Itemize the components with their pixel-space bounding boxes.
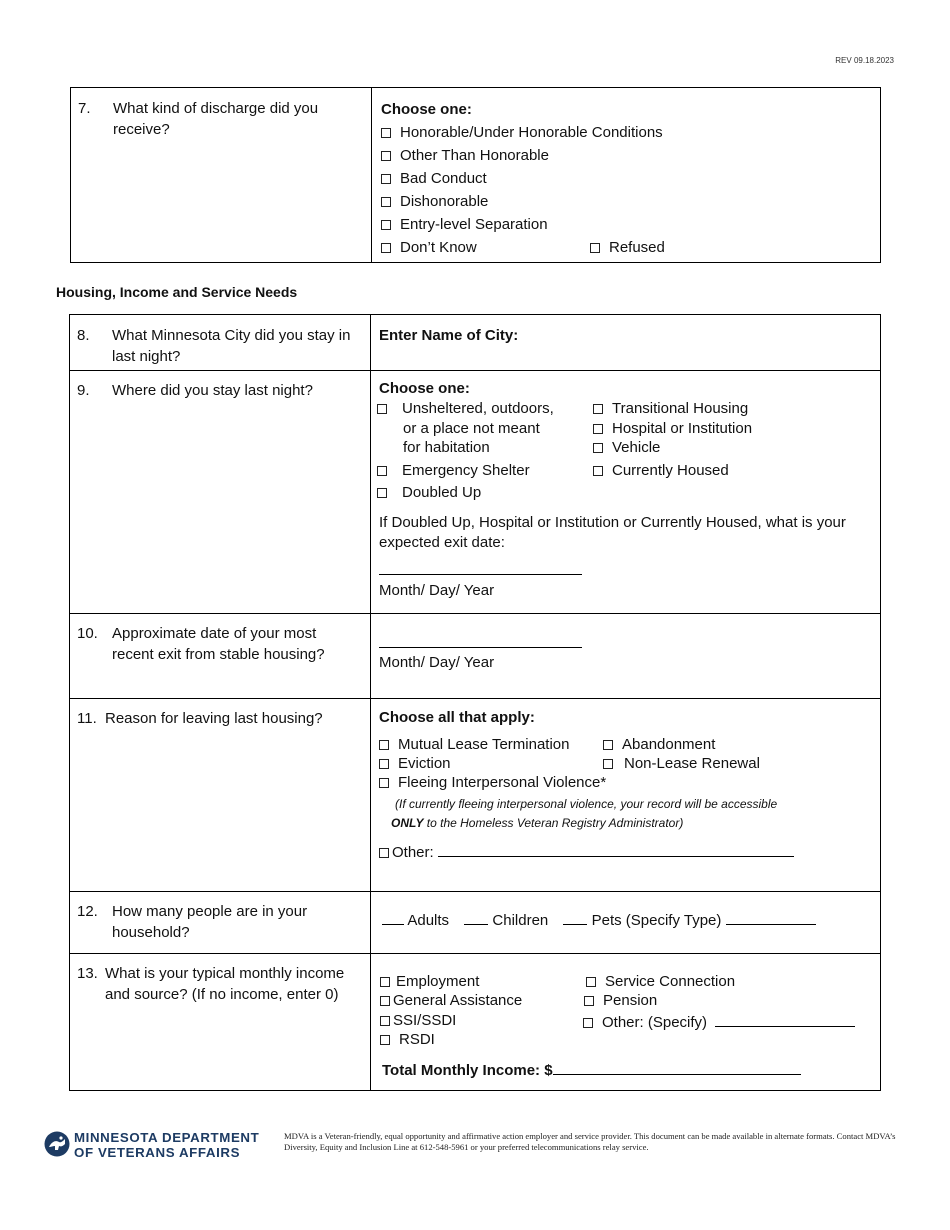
checkbox-icon[interactable] — [603, 740, 613, 750]
q12-number: 12. — [77, 903, 98, 920]
checkbox-icon[interactable] — [593, 466, 603, 476]
q13-text: What is your typical monthly income and source? (If no income, enter 0) — [105, 965, 345, 1003]
q10-date-label: Month/ Day/ Year — [379, 654, 495, 671]
q9-option-housed[interactable]: Currently Housed — [593, 461, 752, 481]
checkbox-icon[interactable] — [586, 977, 596, 987]
pets-type-line[interactable] — [726, 909, 816, 925]
q13-number: 13. — [77, 965, 98, 982]
children-line[interactable] — [464, 909, 488, 925]
checkbox-icon[interactable] — [379, 848, 389, 858]
checkbox-icon[interactable] — [381, 220, 391, 230]
revision-label: REV 09.18.2023 — [835, 56, 894, 65]
q11-number: 11. — [77, 710, 97, 727]
pets-line[interactable] — [563, 909, 587, 925]
q9-question — [70, 371, 371, 614]
checkbox-icon[interactable] — [380, 1035, 390, 1045]
q9-answer — [371, 371, 881, 614]
q13-option-rsdi[interactable]: RSDI — [380, 1030, 522, 1049]
checkbox-icon[interactable] — [603, 759, 613, 769]
checkbox-icon[interactable] — [377, 488, 387, 498]
q9-option-unsheltered[interactable]: Unsheltered, outdoors, or a place not meant for habitation — [377, 399, 554, 458]
q8-number: 8. — [77, 327, 90, 344]
q11-note-line1: (If currently fleeing interpersonal violence, your record will be accessible — [395, 797, 778, 811]
q7-option-dishonorable[interactable]: Dishonorable — [381, 190, 872, 213]
checkbox-icon[interactable] — [593, 404, 603, 414]
q9-option-hospital[interactable]: Hospital or Institution — [593, 419, 752, 439]
q13-option-other[interactable]: Other: (Specify) — [583, 1011, 855, 1032]
q9-option-vehicle[interactable]: Vehicle — [593, 438, 752, 458]
q7-number: 7. — [78, 100, 91, 117]
q11-option-other[interactable]: Other: — [379, 841, 794, 862]
checkbox-icon[interactable] — [381, 151, 391, 161]
q13-answer — [371, 954, 881, 1091]
q7-option-other-than-honorable[interactable]: Other Than Honorable — [381, 144, 872, 167]
checkbox-icon[interactable] — [380, 1016, 390, 1026]
section-title: Housing, Income and Service Needs — [56, 284, 298, 300]
q12-question — [70, 892, 371, 954]
checkbox-icon[interactable] — [377, 404, 387, 414]
q11-note-line2: ONLY to the Homeless Veteran Registry Administrator) — [391, 816, 684, 830]
q9-date-label: Month/ Day/ Year — [379, 581, 495, 599]
q13-option-service[interactable]: Service Connection — [583, 972, 855, 991]
q11-option-abandonment[interactable]: Abandonment — [603, 735, 760, 754]
q13-option-employment[interactable]: Employment — [380, 972, 522, 991]
adults-label: Adults — [407, 912, 450, 929]
checkbox-icon[interactable] — [379, 778, 389, 788]
checkbox-icon[interactable] — [593, 424, 603, 434]
q9-number: 9. — [77, 382, 90, 399]
total-income: Total Monthly Income: $ — [382, 1059, 801, 1080]
checkbox-icon[interactable] — [379, 740, 389, 750]
q9-option-doubled[interactable]: Doubled Up — [377, 483, 554, 503]
q8-text: What Minnesota City did you stay in last night? — [112, 327, 351, 365]
checkbox-icon[interactable] — [590, 243, 600, 253]
q9-choose-label: Choose one: — [379, 380, 470, 397]
q11-option-fleeing[interactable]: Fleeing Interpersonal Violence* — [379, 773, 606, 792]
checkbox-icon[interactable] — [584, 996, 594, 1006]
q12-text: How many people are in your household? — [112, 903, 308, 941]
mdva-logo-text: MINNESOTA DEPARTMENT OF VETERANS AFFAIRS — [74, 1130, 260, 1160]
housing-table — [69, 314, 881, 1091]
q10-answer — [371, 614, 881, 699]
q11-option-nonlease[interactable]: Non-Lease Renewal — [603, 754, 760, 773]
children-label: Children — [492, 912, 549, 929]
q7-question — [71, 88, 372, 263]
pets-label: Pets (Specify Type) — [591, 912, 722, 929]
q11-other-line[interactable] — [438, 841, 794, 857]
q9-exit-date-line[interactable] — [379, 568, 582, 575]
checkbox-icon[interactable] — [583, 1018, 593, 1028]
q13-question — [70, 954, 371, 1091]
checkbox-icon[interactable] — [380, 996, 390, 1006]
q12-answer — [371, 892, 881, 954]
q7-answer — [372, 88, 881, 263]
discharge-table — [70, 87, 881, 263]
checkbox-icon[interactable] — [380, 977, 390, 987]
total-income-line[interactable] — [553, 1059, 801, 1075]
mdva-logo-icon — [44, 1131, 70, 1157]
q7-choose-label: Choose one: — [381, 101, 472, 118]
q13-option-ssi[interactable]: SSI/SSDI — [380, 1011, 522, 1030]
q7-option-refused[interactable]: Refused — [590, 236, 665, 259]
adults-line[interactable] — [382, 909, 404, 925]
q11-question — [70, 699, 371, 892]
q11-option-mutual[interactable]: Mutual Lease Termination — [379, 735, 606, 754]
q7-option-honorable[interactable]: Honorable/Under Honorable Conditions — [381, 121, 872, 144]
q8-answer[interactable] — [371, 315, 881, 371]
checkbox-icon[interactable] — [379, 759, 389, 769]
q7-option-entry-level[interactable]: Entry-level Separation — [381, 213, 872, 236]
checkbox-icon[interactable] — [381, 243, 391, 253]
q7-option-dont-know[interactable]: Don’t Know — [381, 239, 477, 256]
checkbox-icon[interactable] — [381, 128, 391, 138]
q10-text: Approximate date of your most recent exit from stable housing? — [112, 625, 325, 663]
q10-question — [70, 614, 371, 699]
q9-option-transitional[interactable]: Transitional Housing — [593, 399, 752, 419]
q10-date-line[interactable] — [379, 641, 582, 648]
checkbox-icon[interactable] — [381, 197, 391, 207]
q13-option-general[interactable]: General Assistance — [380, 991, 522, 1010]
q11-answer — [371, 699, 881, 892]
q7-option-bad-conduct[interactable]: Bad Conduct — [381, 167, 872, 190]
city-prompt: Enter Name of City: — [379, 327, 519, 344]
q7-text: What kind of discharge did you receive? — [113, 100, 319, 138]
checkbox-icon[interactable] — [377, 466, 387, 476]
q10-number: 10. — [77, 625, 98, 642]
checkbox-icon[interactable] — [593, 443, 603, 453]
footer-disclaimer: MDVA is a Veteran-friendly, equal opportunity and affirmative action employer and service provider. This document can be made available in alternate formats. Contact MDVA’s Diversity, Equity and Inclusion Line at 612-548-5961 or your preferred telecommunications relay service. — [284, 1131, 896, 1152]
q9-text: Where did you stay last night? — [112, 382, 313, 399]
q9-option-emergency[interactable]: Emergency Shelter — [377, 461, 554, 481]
q8-question — [70, 315, 371, 371]
q13-other-line[interactable] — [715, 1011, 855, 1027]
q13-option-pension[interactable]: Pension — [583, 991, 855, 1010]
q11-text: Reason for leaving last housing? — [105, 710, 323, 727]
q11-option-eviction[interactable]: Eviction — [379, 754, 606, 773]
checkbox-icon[interactable] — [381, 174, 391, 184]
q9-exit-prompt: If Doubled Up, Hospital or Institution or Currently Housed, what is your expected exit date: — [379, 514, 846, 551]
q11-choose-label: Choose all that apply: — [379, 709, 535, 726]
